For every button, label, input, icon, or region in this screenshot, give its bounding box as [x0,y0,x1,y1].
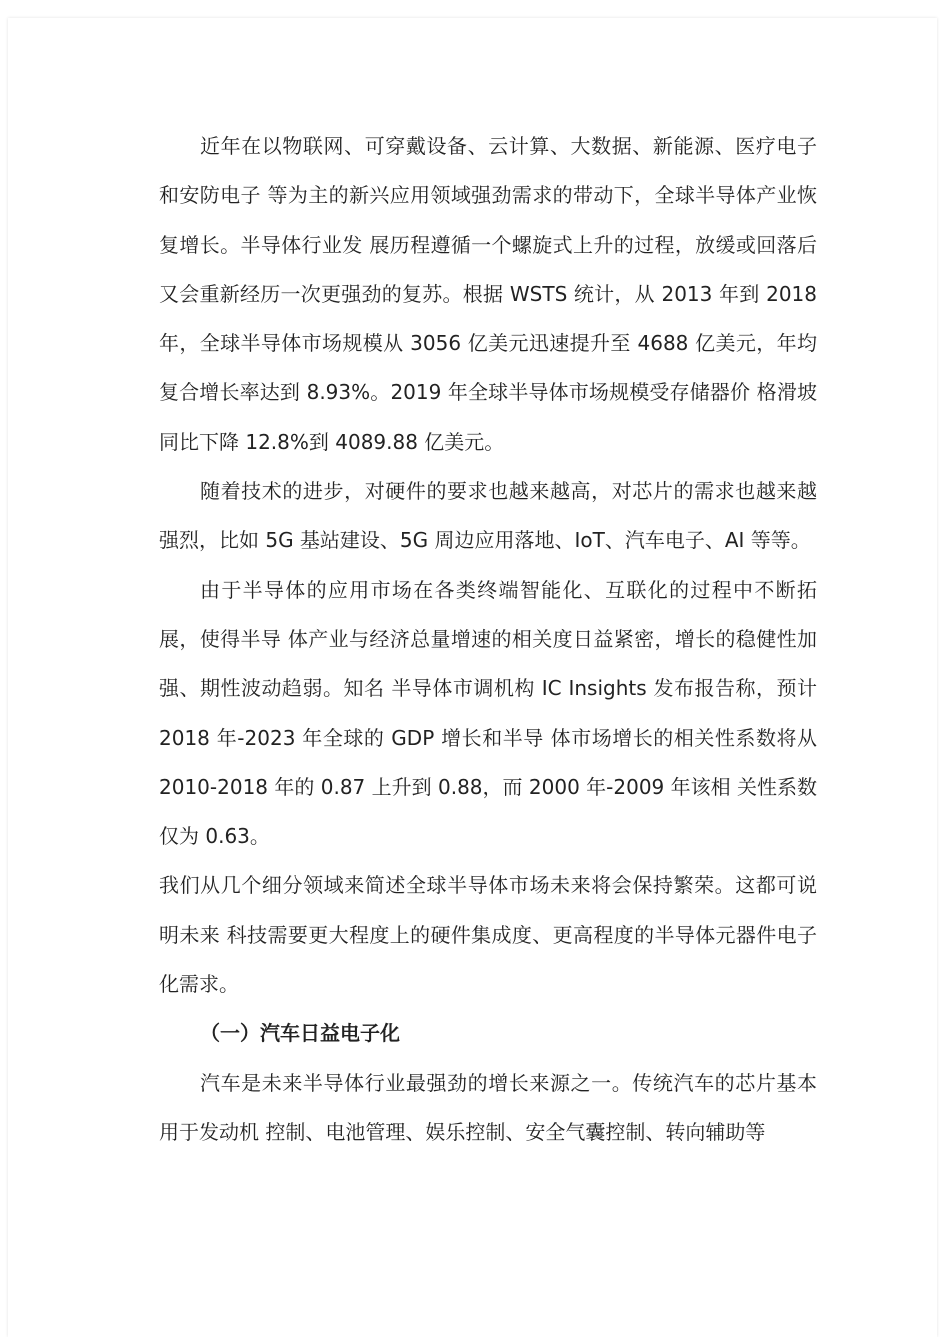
paragraph-chip-demand: 随着技术的进步，对硬件的要求也越来越高，对芯片的需求也越来越强烈，比如 5G 基站建设、5G 周边应用落地、IoT、汽车电子、AI 等等。 [159,479,817,553]
paragraph-automotive: 汽车是未来半导体行业最强劲的增长来源之一。传统汽车的芯片基本用于发动机 控制、电池管理、娱乐控制、安全气囊控制、转向辅助等 [159,1070,817,1144]
document-page [8,18,937,1337]
section-heading: （一）汽车日益电子化 [200,1021,400,1046]
paragraph-gdp-correlation: 由于半导体的应用市场在各类终端智能化、互联化的过程中不断拓展，使得半导 体产业与经济总量增速的相关度日益紧密，增长的稳健性加强、期性波动趋弱。知名 半导体市调机构 IC Insights 发布报告称，预计 2018 年-2023 年全球的 GDP 增长和半导 体市场增长的相关性系数将从 2010-2018 年的 0.87 上升到 0.88，而 2000 年-2009 年该相 关性系数仅为 0.63。 [159,577,817,849]
paragraph-segments-intro: 我们从几个细分领域来简述全球半导体市场未来将会保持繁荣。这都可说明未来 科技需要更大程度上的硬件集成度、更高程度的半导体元器件电子化需求。 [159,873,817,997]
paragraph-market-growth: 近年在以物联网、可穿戴设备、云计算、大数据、新能源、医疗电子和安防电子 等为主的新兴应用领域强劲需求的带动下，全球半导体产业恢复增长。半导体行业发 展历程遵循一个螺旋式上升的过程，放缓或回落后又会重新经历一次更强劲的复苏。根据 WSTS 统计，从 2013 年到 2018 年，全球半导体市场规模从 3056 亿美元迅速提升至 4688 亿美元，年均复合增长率达到 8.93%。2019 年全球半导体市场规模受存储器价 格滑坡同比下降 12.8%到 4089.88 亿美元。 [159,134,817,454]
document-body [159,122,817,1157]
